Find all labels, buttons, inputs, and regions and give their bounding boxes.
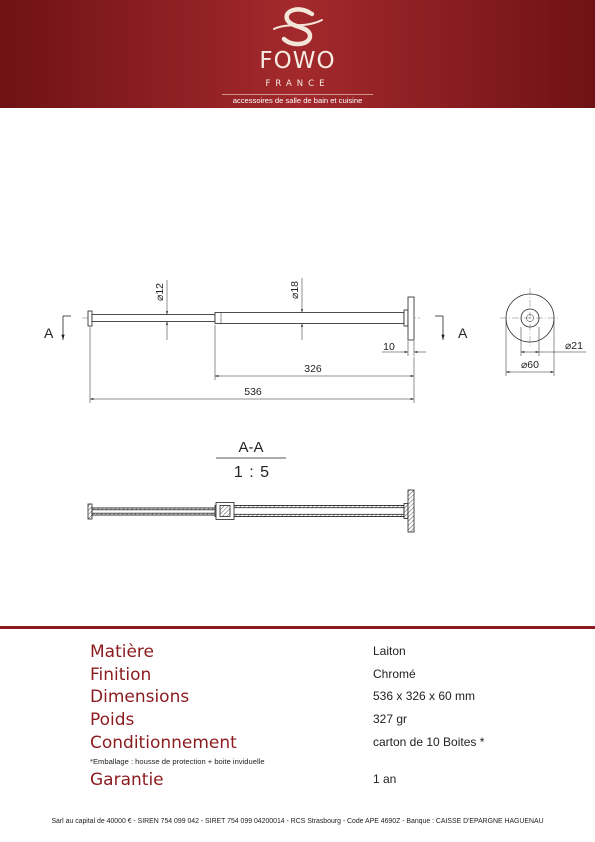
- dim-flange-thickness: [382, 341, 426, 356]
- section-large-tube-wall-bottom: [234, 514, 404, 516]
- spec-label: Matière: [90, 642, 155, 662]
- dim-dia-large-tube-text: ⌀18: [289, 280, 301, 300]
- spec-row-dimensions: [0, 687, 595, 707]
- spec-row-material: [0, 642, 595, 662]
- section-large-tube-wall-top: [234, 506, 404, 508]
- spec-label: Garantie: [90, 770, 164, 790]
- dim-large-tube-length-text: 326: [304, 363, 322, 375]
- side-view: [500, 288, 586, 376]
- spec-label: Dimensions: [90, 687, 190, 707]
- spec-value: 1 an: [373, 772, 397, 786]
- section-joint-screw: [220, 506, 230, 517]
- section-small-rod-wall-top: [92, 508, 220, 510]
- spec-value: carton de 10 Boites *: [373, 735, 485, 749]
- small-rod: [92, 315, 215, 322]
- legal-footer: Sarl au capital de 40000 € - SIREN 754 099 042 - SIRET 754 099 04200014 - RCS Strasbourg - Code APE 4690Z - Banque : CAISSE D'EPARGNE HAGUENAU: [51, 818, 544, 825]
- logo-dot: [310, 12, 314, 16]
- spec-value: Laiton: [373, 644, 406, 658]
- packaging-note: *Emballage : housse de protection + boite inviduelle: [90, 757, 265, 766]
- large-tube: [215, 313, 404, 324]
- section-title: A-A: [238, 439, 264, 456]
- dim-dia-small-rod-text: ⌀12: [154, 282, 166, 302]
- dim-total-length: [90, 327, 414, 403]
- section-label-left: A: [44, 325, 54, 341]
- spec-row-warranty: [0, 770, 595, 790]
- section-heading: [216, 439, 286, 481]
- technical-drawing: [0, 260, 595, 540]
- dim-flange-thickness-text: 10: [383, 341, 395, 353]
- dim-dia-hole-text: ⌀21: [564, 340, 584, 352]
- spec-row-packaging: [0, 733, 595, 753]
- dim-dia-flange-text: ⌀60: [520, 359, 540, 371]
- brand-divider: [222, 94, 373, 95]
- spec-label: Finition: [90, 665, 152, 685]
- dim-total-length-text: 536: [244, 386, 262, 398]
- flange-collar: [404, 310, 408, 326]
- section-wall-flange: [408, 490, 414, 532]
- section-end-cap: [88, 504, 92, 519]
- section-marker-left: [44, 316, 71, 341]
- spec-label: Conditionnement: [90, 733, 237, 753]
- section-view: [88, 490, 414, 532]
- wall-flange: [408, 297, 414, 340]
- spec-label: Poids: [90, 710, 135, 730]
- specs-divider: [0, 626, 595, 629]
- spec-row-weight: [0, 710, 595, 730]
- brand-tagline: accessoires de salle de bain et cuisine: [232, 96, 363, 105]
- spec-row-finish: [0, 665, 595, 685]
- section-label-right: A: [458, 325, 468, 341]
- brand-country: FRANCE: [265, 79, 330, 89]
- brand-header: [0, 0, 595, 108]
- section-scale: 1 : 5: [233, 464, 271, 481]
- rod-end-cap: [88, 311, 92, 326]
- dim-dia-small-rod: [154, 280, 167, 340]
- section-marker-right: [435, 316, 468, 341]
- swirl-s-logo-icon: [270, 6, 326, 50]
- brand-name: FOWO: [259, 48, 336, 74]
- section-small-rod-wall-bottom: [92, 513, 220, 515]
- spec-value: 327 gr: [373, 712, 408, 726]
- spec-value: Chromé: [373, 667, 416, 681]
- dim-dia-large-tube: [289, 278, 302, 340]
- front-view: [82, 297, 420, 340]
- section-flange-collar: [404, 504, 408, 519]
- spec-value: 536 x 326 x 60 mm: [373, 689, 476, 703]
